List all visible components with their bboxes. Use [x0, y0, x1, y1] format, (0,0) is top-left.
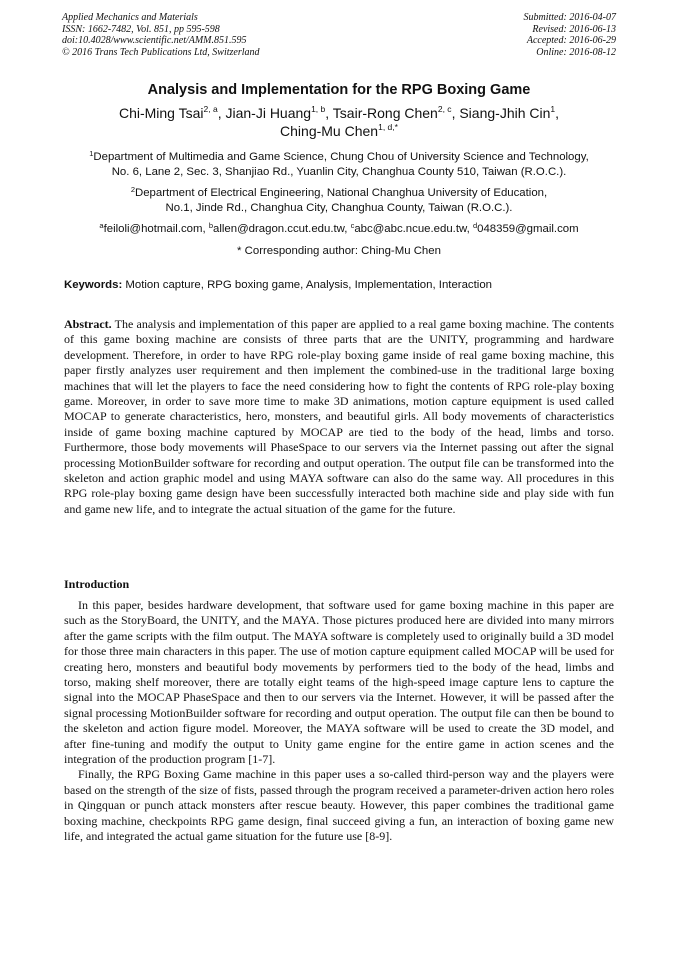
- author-affiliation-mark: 2, c: [437, 104, 452, 114]
- author-name: Ching-Mu Chen: [280, 123, 379, 139]
- paper-title: Analysis and Implementation for the RPG Boxing Game: [147, 82, 531, 98]
- author-name: Chi-Ming Tsai: [118, 105, 204, 121]
- accepted-date: Accepted: 2016-06-29: [526, 35, 616, 47]
- affiliation-1: $^1$Department of Multimedia and Game Science, Chung Chou of University Science and Technology, No. 6, Lane 2, Sec. 3, Shanjiao Rd., Yuanlin City, Changhua County 510, Taiwan (R.O.C.).: [89, 149, 589, 178]
- author-affiliation-mark: 2, a: [203, 104, 218, 114]
- keywords-text: Motion capture, RPG boxing game, Analysis, Implementation, Interaction: [122, 279, 492, 291]
- copyright: © 2016 Trans Tech Publications Ltd, Switzerland: [62, 47, 260, 59]
- email-link[interactable]: abc@abc.ncue.edu.tw,: [354, 223, 473, 235]
- intro-paragraph-1: In this paper, besides hardware development, that software used for game boxing machine in this paper are such as the StoryBoard, the UNITY, and the MAYA. Those pictures produced here are divided into many mirrors after the game scripts with the film output. The MAYA software is completely used to originally build a 3D model for those three main characters in this paper. The use of motion capture equipment called MOCAP will be used for creating hero, monsters and beautiful body movements by performers tied to the body of the head, limbs and torso, making shelf moreover, there are totally eight teams of the high-speed image capture lens to capture the signal into the MOCAP PhaseSpace and then to our servers via the Internet. However, it will be passed after the signal processing MotionBuilder software for recording and output operation. The output file can then be bound to the skeleton and action figure model. Moreover, the MAYA software will be used to create the 3D model, and after fine-tuning and modify the output to Unity game engine for the entire game in action scenes and the integration of the production program [1-7].: [64, 598, 614, 767]
- online-date: Online: 2016-08-12: [536, 47, 616, 59]
- abstract-label: Abstract.: [64, 317, 112, 331]
- email-link[interactable]: feiloli@hotmail.com,: [103, 223, 209, 235]
- email-link[interactable]: 048359@gmail.com: [477, 223, 579, 235]
- author-list: Chi-Ming Tsai$^{2, a}$, Jian-Ji Huang$^{1, b}$, Tsair-Rong Chen$^{2, c}$, Siang-Jhih Cin$^1$, Ching-Mu Chen$^{1, d,*}$: [118, 104, 560, 139]
- intro-paragraph-2: Finally, the RPG Boxing Game machine in this paper uses a so-called third-person way and the players were based on the strength of the size of fists, passed through the program received a parameter-driven action hero roles in Qingquan or punch attack monsters after rescue beauty. However, this paper combines the traditional game boxing machine, checkpoints RPG game design, final succeed giving a fun, an interaction of boxing game new life, and integrated the actual game situation for the future use [8-9].: [64, 767, 614, 844]
- email-list: $^a$feiloli@hotmail.com, $^b$allen@dragon.ccut.edu.tw, $^c$abc@abc.ncue.edu.tw, $^d$048359@gmail.com: [99, 221, 579, 235]
- header-right: [524, 12, 617, 59]
- abstract: [64, 317, 614, 517]
- header-left: [62, 12, 260, 59]
- doi: doi:10.4028/www.scientific.net/AMM.851.595: [62, 35, 247, 47]
- author-affiliation-mark: 1, d,*: [378, 122, 398, 132]
- author-name: Tsair-Rong Chen: [332, 105, 438, 121]
- affiliation-2: $^2$Department of Electrical Engineering, National Changhua University of Education, No.1, Jinde Rd., Changhua City, Changhua County, Taiwan (R.O.C.).: [130, 185, 548, 214]
- issn: ISSN: 1662-7482, Vol. 851, pp 595-598: [62, 23, 220, 35]
- journal-name: Applied Mechanics and Materials: [62, 12, 198, 23]
- introduction-body: [64, 598, 614, 845]
- corresponding-author: * Corresponding author: Ching-Mu Chen: [237, 245, 441, 257]
- keywords: [64, 279, 624, 291]
- keywords-label: Keywords:: [64, 279, 123, 291]
- author-affiliation-mark: 1: [550, 104, 556, 114]
- author-name: Jian-Ji Huang: [225, 105, 312, 121]
- email-link[interactable]: allen@dragon.ccut.edu.tw,: [213, 223, 351, 235]
- abstract-text: The analysis and implementation of this paper are applied to a real game boxing machine. The contents of this game boxing machine are consists of three parts that are the UNITY, programming and hardware development. Therefore, in order to have RPG role-play boxing game inside of real game boxing machine, this paper firstly analyzes user requirement and then implement the combined-use in the traditional large boxing machines that will let the players to face the need considering how to fight the contents of RPG role-play boxing game. Moreover, in order to save more time to make 3D animations, motion capture equipment is used called MOCAP to generate characteristics, hero, monsters, and beautiful girls. All body movements of characteristics inside of game boxing machine captured by MOCAP are tied to the body of the head, limbs and torso. Furthermore, those body movements will PhaseSpace to our servers via the Internet passing out after the signal processing MotionBuilder software for recording and output operation. The output file can be transformed into the skeleton and action graphic model and using MAYA software can also do the same way. All procedures in this RPG role-play boxing game design have been successfully interacted both machine side and play side with fun and game new life, and to integrate the actual situation of the game for the future.: [64, 317, 614, 516]
- revised-date: Revised: 2016-06-13: [532, 23, 616, 35]
- author-affiliation-mark: 1, b: [311, 104, 326, 114]
- author-name: Siang-Jhih Cin: [459, 105, 551, 121]
- introduction-heading: Introduction: [64, 577, 130, 591]
- submitted-date: Submitted: 2016-04-07: [523, 12, 616, 23]
